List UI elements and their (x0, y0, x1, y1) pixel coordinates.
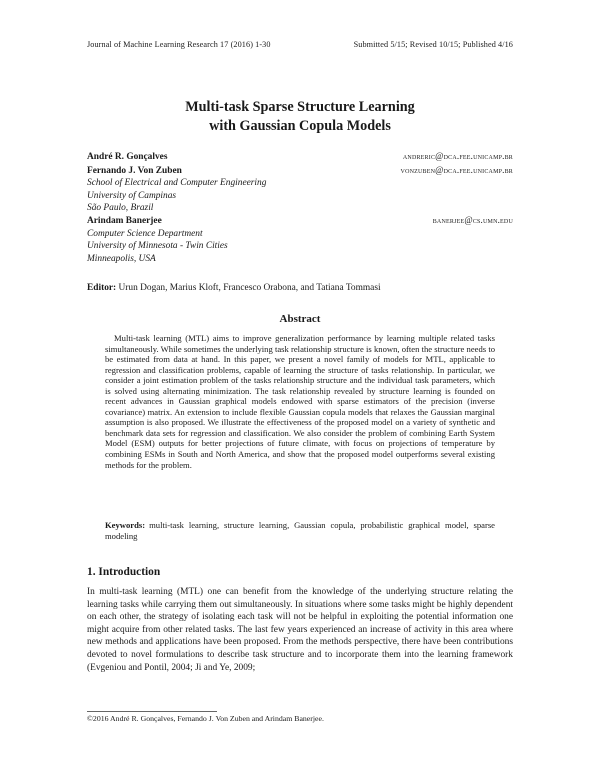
author-name: André R. Gonçalves (87, 152, 168, 162)
submission-dates: Submitted 5/15; Revised 10/15; Published 4/16 (353, 40, 513, 49)
keywords-line (105, 520, 495, 541)
running-header (87, 40, 513, 49)
abstract-text: Multi-task learning (MTL) aims to improve generalization performance by learning multiple related tasks simultaneously. While sometimes the underlying task relationship structure is known, often the structure needs to be estimated from data at hand. In this paper, we present a novel family of models for MTL, applicable to regression and classification problems, capable of learning the structure of tasks relationship. In particular, we consider a joint estimation problem of the tasks relationship structure and the individual task parameters, which is solved using alternating minimization. The task relationship revealed by structure learning is founded on recent advances in Gaussian graphical models endowed with sparse estimators of the precision (inverse covariance) matrix. An extension to include flexible Gaussian copula models that relaxes the Gaussian marginal assumption is also proposed. We illustrate the effectiveness of the proposed model on a variety of synthetic and benchmark data sets for regression and classification. We also consider the problem of combining Earth System Model (ESM) outputs for better projections of future climate, with focus on projections of temperature by combining ESMs in South and North America, and show that the proposed model outperforms several existing methods for the problem. (105, 333, 495, 470)
editor-label: Editor: (87, 283, 117, 293)
introduction-body (87, 586, 513, 674)
keywords-text: multi-task learning, structure learning, Gaussian copula, probabilistic graphical model, sparse modeling (105, 520, 495, 541)
affiliation-line: Minneapolis, USA (87, 253, 156, 264)
affiliation-line: Computer Science Department (87, 228, 203, 239)
footer-rule (87, 711, 217, 712)
author-row (87, 164, 513, 178)
copyright-footer: ©2016 André R. Gonçalves, Fernando J. Von Zuben and Arindam Banerjee. (87, 714, 324, 723)
affiliation-line: University of Minnesota - Twin Cities (87, 241, 228, 252)
author-name: Fernando J. Von Zuben (87, 165, 182, 176)
affiliation-line: School of Electrical and Computer Engineering (87, 178, 267, 189)
editor-line (87, 283, 513, 293)
author-email: andreric@dca.fee.unicamp.br (402, 151, 513, 161)
abstract-heading: Abstract (279, 313, 321, 325)
author-email: banerjee@cs.umn.edu (432, 215, 513, 225)
author-row (87, 214, 513, 228)
introduction-text: In multi-task learning (MTL) one can benefit from the knowledge of the underlying structure relating the learning tasks while carrying them out simultaneously. In situations where some tasks might be highly dependent on each other, the strategy of isolating each task will not be helpful in exploiting the potential information one might acquire from other related tasks. The last few years experienced an increase of activity in this area where new methods and applications have been proposed. From the methods perspective, there have been contributions devoted to novel formulations to describe task structure and to incorporate them into the learning framework (Evgeniou and Pontil, 2004; Ji and Ye, 2009; (87, 587, 513, 673)
author-name: Arindam Banerjee (87, 216, 162, 226)
author-block-2 (87, 214, 513, 265)
paper-title (87, 98, 513, 136)
affiliation-line: University of Campinas (87, 190, 177, 201)
title-line-2: with Gaussian Copula Models (209, 118, 391, 134)
author-block-1 (87, 150, 513, 215)
section-heading-introduction: 1. Introduction (87, 566, 161, 578)
author-row (87, 150, 513, 164)
affiliation-line: São Paulo, Brazil (87, 203, 154, 214)
editor-names: Urun Dogan, Marius Kloft, Francesco Orabona, and Tatiana Tommasi (118, 283, 381, 293)
journal-citation: Journal of Machine Learning Research 17 (2016) 1-30 (87, 40, 271, 49)
abstract-body (105, 333, 495, 470)
keywords-label: Keywords: (105, 520, 146, 530)
title-line-1: Multi-task Sparse Structure Learning (185, 99, 415, 115)
author-email: vonzuben@dca.fee.unicamp.br (400, 164, 513, 175)
